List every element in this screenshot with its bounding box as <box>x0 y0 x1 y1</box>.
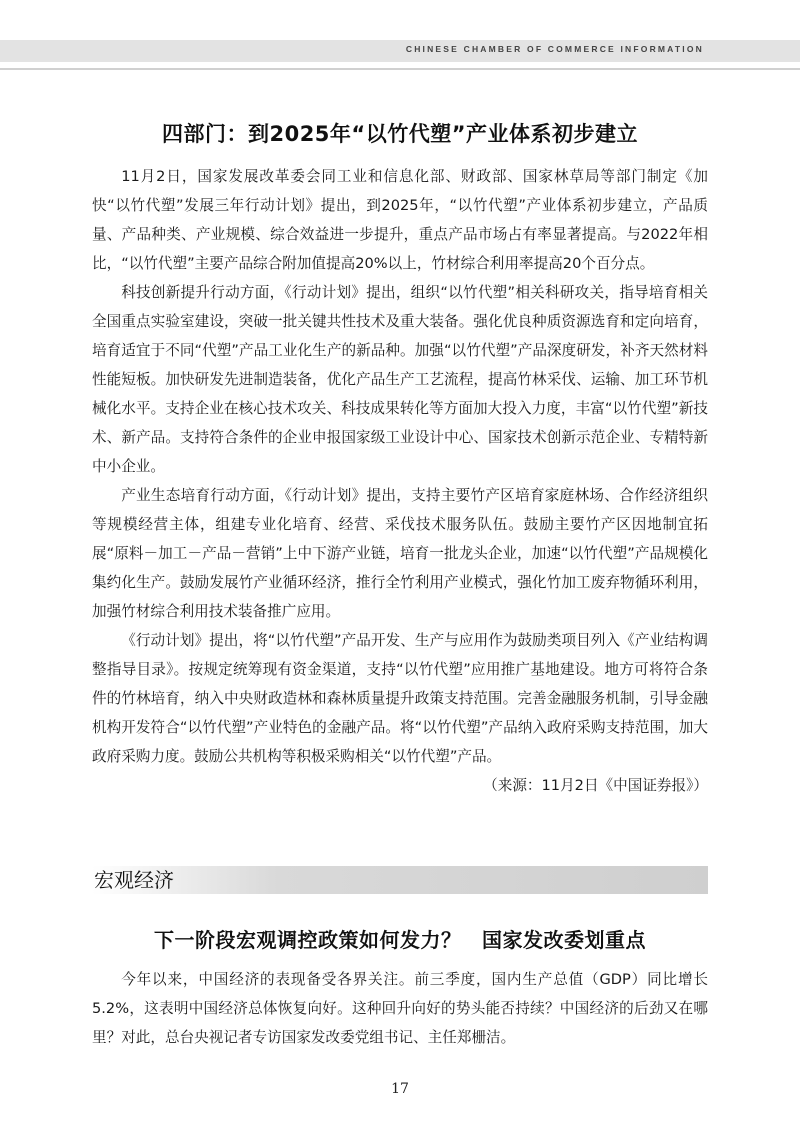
publication-name: CHINESE CHAMBER OF COMMERCE INFORMATION <box>405 44 704 54</box>
article-1-title: 四部门：到2025年“以竹代塑”产业体系初步建立 <box>161 122 639 146</box>
page-number: 17 <box>391 1081 409 1097</box>
article-2-title: 下一阶段宏观调控政策如何发力？ 国家发改委划重点 <box>154 928 646 952</box>
article-1-paragraph-2: 科技创新提升行动方面，《行动计划》提出，组织“以竹代塑”相关科研攻关，指导培育相关全国重点实验室建设，突破一批关键共性技术及重大装备。强化优良种质资源选育和定向培育，培育适宜于不同“代塑”产品工业化生产的新品种。加强“以竹代塑”产品深度研发，补齐天然材料性能短板。加快研发先进制造装备，优化产品生产工艺流程，提高竹林采伐、运输、加工环节机械化水平。支持企业在核心技术攻关、科技成果转化等方面加大投入力度，丰富“以竹代塑”新技术、新产品。支持符合条件的企业申报国家级工业设计中心、国家技术创新示范企业、专精特新中小企业。 <box>92 284 708 475</box>
article-2 <box>92 924 708 1052</box>
article-1-paragraph-4: 《行动计划》提出，将“以竹代塑”产品开发、生产与应用作为鼓励类项目列入《产业结构调整指导目录》。按规定统筹现有资金渠道，支持“以竹代塑”应用推广基地建设。地方可将符合条件的竹林培育，纳入中央财政造林和森林质量提升政策支持范围。完善金融服务机制，引导金融机构开发符合“以竹代塑”产业特色的金融产品。将“以竹代塑”产品纳入政府采购支持范围，加大政府采购力度。鼓励公共机构等积极采购相关“以竹代塑”产品。 <box>92 632 708 765</box>
article-2-paragraph-1: 今年以来，中国经济的表现备受各界关注。前三季度，国内生产总值（GDP）同比增长5.2%，这表明中国经济总体恢复向好。这种回升向好的势头能否持续？中国经济的后劲又在哪里？对此，总台央视记者专访国家发改委党组书记、主任郑栅洁。 <box>92 971 708 1046</box>
article-1-source: （来源：11月2日《中国证券报》） <box>483 777 708 794</box>
header-band <box>0 40 800 62</box>
header-divider <box>0 68 800 70</box>
article-1-paragraph-1: 11月2日，国家发展改革委会同工业和信息化部、财政部、国家林草局等部门制定《加快“以竹代塑”发展三年行动计划》提出，到2025年，“以竹代塑”产业体系初步建立，产品质量、产品种类、产业规模、综合效益进一步提升，重点产品市场占有率显著提高。与2022年相比，“以竹代塑”主要产品综合附加值提高20%以上，竹材综合利用率提高20个百分点。 <box>92 168 708 272</box>
section-title: 宏观经济 <box>94 868 174 892</box>
article-1 <box>92 118 708 800</box>
section-header-bar <box>92 866 708 894</box>
article-1-paragraph-3: 产业生态培育行动方面，《行动计划》提出，支持主要竹产区培育家庭林场、合作经济组织等规模经营主体，组建专业化培育、经营、采伐技术服务队伍。鼓励主要竹产区因地制宜拓展“原料－加工－产品－营销”上中下游产业链，培育一批龙头企业，加速“以竹代塑”产品规模化集约化生产。鼓励发展竹产业循环经济，推行全竹利用产业模式，强化竹加工废弃物循环利用，加强竹材综合利用技术装备推广应用。 <box>92 487 708 620</box>
